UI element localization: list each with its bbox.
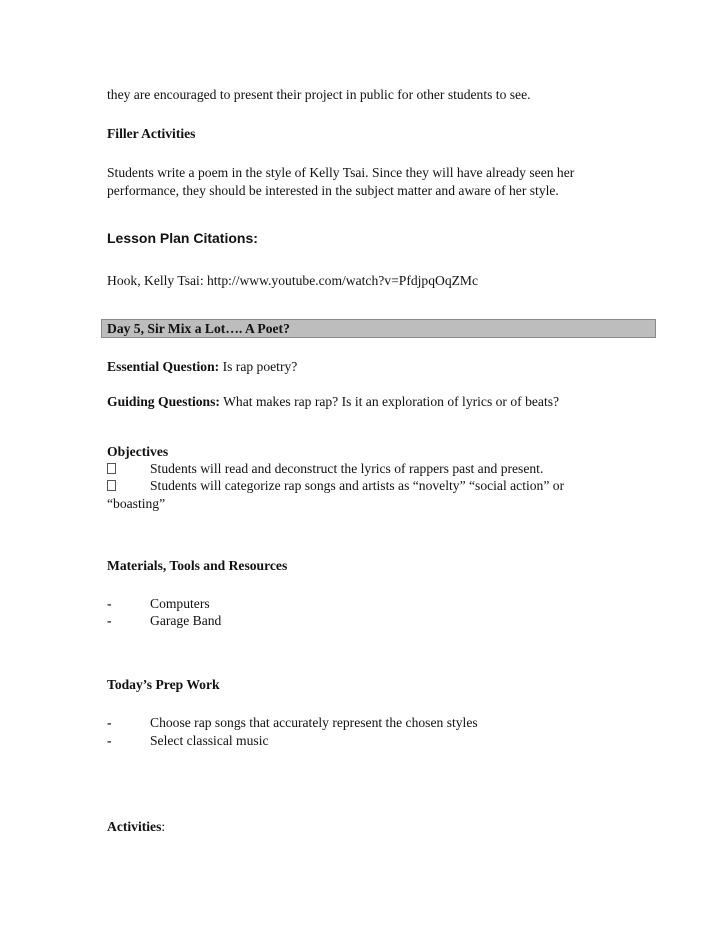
materials-item: Computers xyxy=(150,596,210,611)
objective-item: Students will read and deconstruct the lyrics of rappers past and present. xyxy=(150,461,544,476)
objectives-heading: Objectives xyxy=(107,444,169,459)
materials-dash: - xyxy=(107,596,112,611)
objective-bullet-box-icon xyxy=(107,460,116,478)
day-banner-title: Day 5, Sir Mix a Lot…. A Poet? xyxy=(107,321,290,336)
guiding-questions-label: Guiding Questions: xyxy=(107,394,220,409)
citation-link: Hook, Kelly Tsai: http://www.youtube.com/watch?v=PfdjpqOqZMc xyxy=(107,273,479,288)
essential-question-label: Essential Question: xyxy=(107,359,220,374)
activities-label: Activities xyxy=(107,819,162,834)
materials-dash: - xyxy=(107,613,112,628)
prep-item: Choose rap songs that accurately represent the chosen styles xyxy=(150,715,478,730)
guiding-questions-text: What makes rap rap? Is it an exploration of lyrics or of beats? xyxy=(219,394,560,409)
essential-question xyxy=(107,358,297,376)
materials-heading: Materials, Tools and Resources xyxy=(107,558,288,573)
intro-line: they are encouraged to present their project in public for other students to see. xyxy=(107,87,531,102)
prep-item: Select classical music xyxy=(150,733,269,748)
day-banner xyxy=(101,319,656,338)
prep-dash: - xyxy=(107,715,112,730)
prep-dash: - xyxy=(107,733,112,748)
objective-bullet-box-icon xyxy=(107,477,116,495)
citations-heading: Lesson Plan Citations: xyxy=(107,230,258,246)
filler-heading: Filler Activities xyxy=(107,126,196,141)
guiding-questions xyxy=(107,393,559,411)
essential-question-text: Is rap poetry? xyxy=(219,359,298,374)
prep-heading: Today’s Prep Work xyxy=(107,677,220,692)
materials-item: Garage Band xyxy=(150,613,222,628)
objective-item: Students will categorize rap songs and artists as “novelty” “social action” or xyxy=(150,478,565,493)
activities-heading xyxy=(107,818,165,836)
activities-colon: : xyxy=(161,819,166,834)
objective-continuation: “boasting” xyxy=(107,496,166,511)
filler-text: Students write a poem in the style of Kelly Tsai. Since they will have already seen her performance, they should be interested in the subject matter and aware of her style. xyxy=(107,165,575,198)
